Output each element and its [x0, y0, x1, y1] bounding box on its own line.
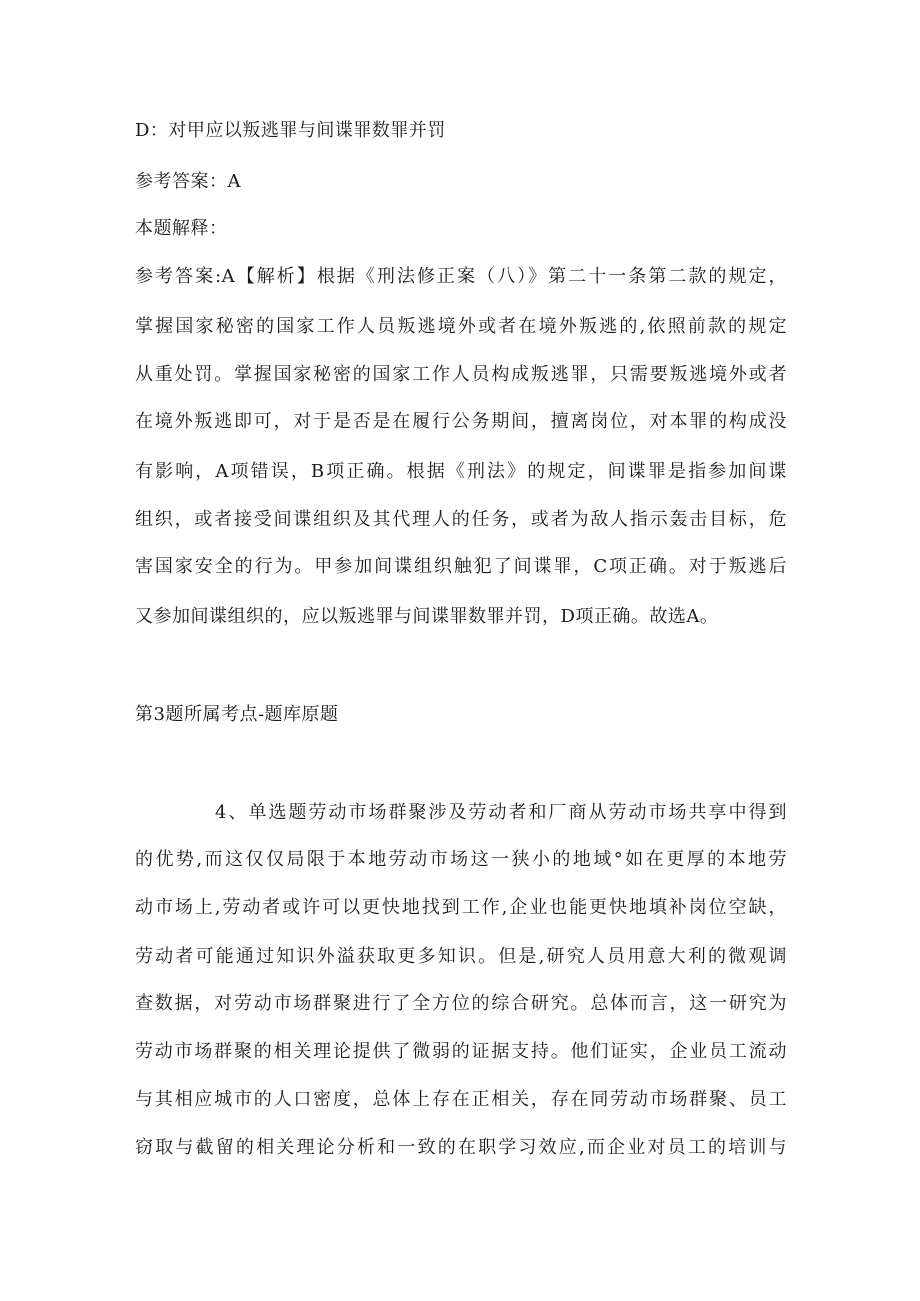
explanation-label: 本题解释： [135, 218, 228, 239]
question-line: 动市场上,劳动者或许可以更快地找到工作,企业也能更快地填补岗位空缺， [135, 897, 787, 918]
explanation-line: 掌握国家秘密的国家工作人员叛逃境外或者在境外叛逃的,依照前款的规定 [135, 316, 787, 337]
question-line: 4、单选题劳动市场群聚涉及劳动者和厂商从劳动市场共享中得到 [215, 802, 787, 823]
question-line: 劳动者可能通过知识外溢获取更多知识。但是,研究人员用意大利的微观调 [135, 946, 787, 967]
question-line: 劳动市场群聚的相关理论提供了微弱的证据支持。他们证实，企业员工流动 [135, 1041, 787, 1062]
question-line: 与其相应城市的人口密度，总体上存在正相关，存在同劳动市场群聚、员工 [135, 1089, 787, 1110]
reference-answer: 参考答案：A [135, 171, 241, 192]
question-line: 窃取与截留的相关理论分析和一致的在职学习效应,而企业对员工的培训与 [135, 1137, 787, 1158]
explanation-line: 从重处罚。掌握国家秘密的国家工作人员构成叛逃罪，只需要叛逃境外或者 [135, 364, 787, 385]
explanation-line: 参考答案:A【解析】根据《刑法修正案（八）》第二十一条第二款的规定， [135, 266, 787, 287]
explanation-line: 又参加间谍组织的，应以叛逃罪与间谍罪数罪并罚，D项正确。故选A。 [135, 606, 719, 627]
question-line: 查数据，对劳动市场群聚进行了全方位的综合研究。总体而言，这一研究为 [135, 993, 787, 1014]
explanation-line: 害国家安全的行为。甲参加间谍组织触犯了间谍罪，C项正确。对于叛逃后 [135, 556, 787, 577]
explanation-line: 有影响，A项错误，B项正确。根据《刑法》的规定，间谍罪是指参加间谍 [135, 461, 787, 482]
question-line: 的优势,而这仅仅局限于本地劳动市场这一狭小的地域°如在更厚的本地劳 [135, 849, 787, 870]
section-title: 第3题所属考点-题库原题 [135, 704, 339, 725]
explanation-line: 在境外叛逃即可，对于是否是在履行公务期间，擅离岗位，对本罪的构成没 [135, 411, 787, 432]
explanation-line: 组织，或者接受间谍组织及其代理人的任务，或者为敌人指示轰击目标，危 [135, 509, 787, 530]
option-d: D：对甲应以叛逃罪与间谍罪数罪并罚 [135, 120, 446, 141]
